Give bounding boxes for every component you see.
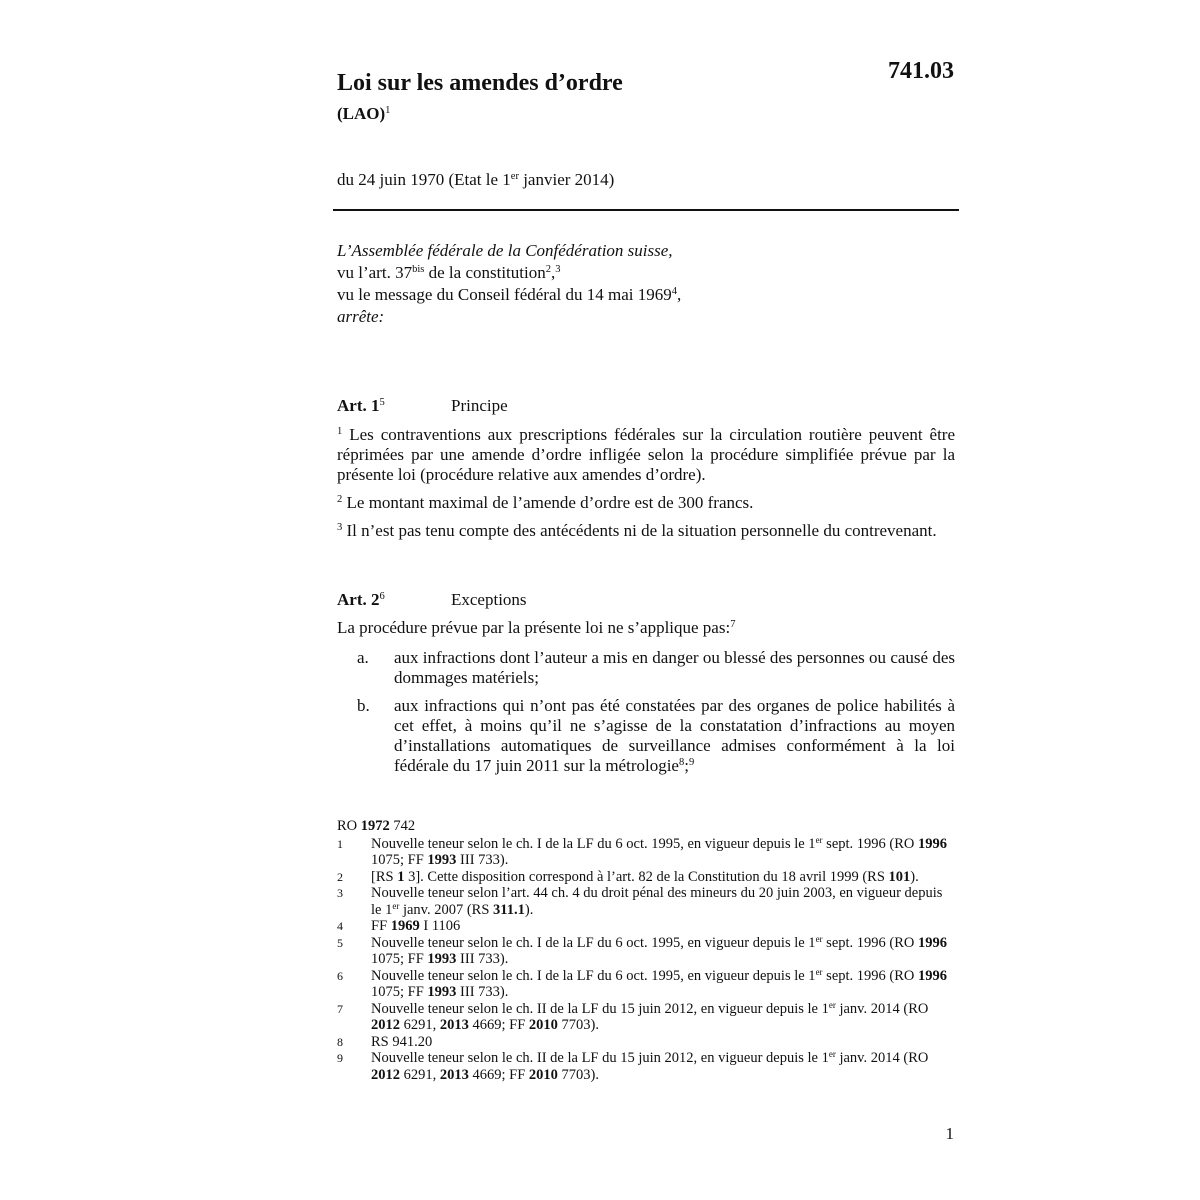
- article-1-paragraph-2: $^2$ Le montant maximal de l’amende d’ordre est de 300 francs.: [337, 493, 754, 512]
- preamble-assembly: L’Assemblée fédérale de la Confédération suisse,: [337, 241, 673, 260]
- source-reference: RO 1972 742: [337, 818, 416, 834]
- list-item: [357, 648, 955, 688]
- list-text: aux infractions dont l’auteur a mis en danger ou blessé des personnes ou causé des dommages matériels;: [394, 648, 955, 687]
- article-1-paragraph-3: $^3$ Il n’est pas tenu compte des antécédents ni de la situation personnelle du contrevenant.: [337, 521, 937, 540]
- footnote-ref[interactable]: 5: [379, 397, 385, 409]
- law-title: Loi sur les amendes d’ordre: [337, 70, 623, 96]
- preamble-arrete: arrête:: [337, 307, 385, 326]
- footnote: 8 RS 941.20: [337, 1033, 433, 1050]
- law-abbreviation: (LAO)$^1$: [337, 104, 391, 123]
- footnote-ref[interactable]: 3: [555, 264, 561, 276]
- footnote-ref[interactable]: 8: [678, 757, 685, 769]
- article-1-heading: [337, 396, 955, 416]
- footnote-ref[interactable]: 4: [671, 286, 677, 298]
- article-title: Exceptions: [451, 590, 527, 609]
- footnote: 3 Nouvelle teneur selon l’art. 44 ch. 4 du droit pénal des mineurs du 20 juin 2003, en vigueur depuis le 1er janv. 2007 (RS 311.1).: [337, 885, 943, 918]
- footnote-ref[interactable]: 2: [545, 264, 551, 276]
- footnote-ref[interactable]: 1: [385, 105, 391, 117]
- footnote: 4 FF 1969 I 1106: [337, 918, 461, 934]
- list-letter: a.: [357, 648, 369, 667]
- article-2-heading: [337, 590, 955, 610]
- footnote-ref[interactable]: 9: [688, 757, 695, 769]
- footnote-ref[interactable]: 7: [730, 619, 736, 631]
- rs-number: 741.03: [888, 58, 954, 84]
- footnotes: [337, 818, 955, 1083]
- footnote: 1 Nouvelle teneur selon le ch. I de la LF du 6 oct. 1995, en vigueur depuis le 1er sept. 1996 (RO 1996 1075; FF 1993 III 733).: [337, 834, 948, 868]
- header-divider: [333, 209, 959, 211]
- list-letter: b.: [357, 696, 370, 715]
- footnote: 2 [RS 1 3]. Cette disposition correspond à l’art. 82 de la Constitution du 18 avril 1999 (RS 101).: [337, 868, 919, 885]
- footnote: 9 Nouvelle teneur selon le ch. II de la LF du 15 juin 2012, en vigueur depuis le 1er janv. 2014 (RO 2012 6291, 2013 4669; FF 2010 7703).: [337, 1049, 929, 1083]
- list-text: aux infractions qui n’ont pas été constatées par des organes de police habilités à cet effet, à moins qu’il ne s’agisse de la constatation d’infractions au moyen d’installations automatiques de surveillance admises conformément à la loi fédérale du 17 juin 2011 sur la métrologie$^8$;$^9$: [394, 696, 955, 775]
- article-number: Art. $2^6$: [337, 590, 385, 609]
- article-number: Art. $1^5$: [337, 396, 385, 415]
- preamble: [337, 240, 955, 328]
- footnote: 5 Nouvelle teneur selon le ch. I de la LF du 6 oct. 1995, en vigueur depuis le 1er sept. 1996 (RO 1996 1075; FF 1993 III 733).: [337, 933, 948, 967]
- preamble-vu-message: vu le message du Conseil fédéral du 14 mai 1969$^4$,: [337, 285, 682, 304]
- law-date: du 24 juin 1970 (Etat le 1er janvier 2014): [337, 170, 615, 189]
- footnote: 6 Nouvelle teneur selon le ch. I de la LF du 6 oct. 1995, en vigueur depuis le 1er sept. 1996 (RO 1996 1075; FF 1993 III 733).: [337, 966, 948, 1000]
- article-title: Principe: [451, 396, 508, 415]
- article-1-paragraph-1: $^1$ Les contraventions aux prescriptions fédérales sur la circulation routière peuvent être réprimées par une amende d’ordre infligée selon la procédure simplifiée prévue par la présente loi (procédure relative aux amendes d’ordre).: [337, 425, 955, 484]
- list-item: [357, 696, 955, 776]
- footnote: 7 Nouvelle teneur selon le ch. II de la LF du 15 juin 2012, en vigueur depuis le 1er janv. 2014 (RO 2012 6291, 2013 4669; FF 2010 7703).: [337, 999, 929, 1033]
- preamble-vu-constitution: vu l’art. $37^{bis}$ de la constitution$^2$,$^3$: [337, 263, 561, 282]
- article-2-intro: La procédure prévue par la présente loi ne s’applique pas:$^7$: [337, 618, 736, 637]
- page-number: 1: [945, 1124, 954, 1143]
- footnote-ref[interactable]: 6: [379, 591, 385, 603]
